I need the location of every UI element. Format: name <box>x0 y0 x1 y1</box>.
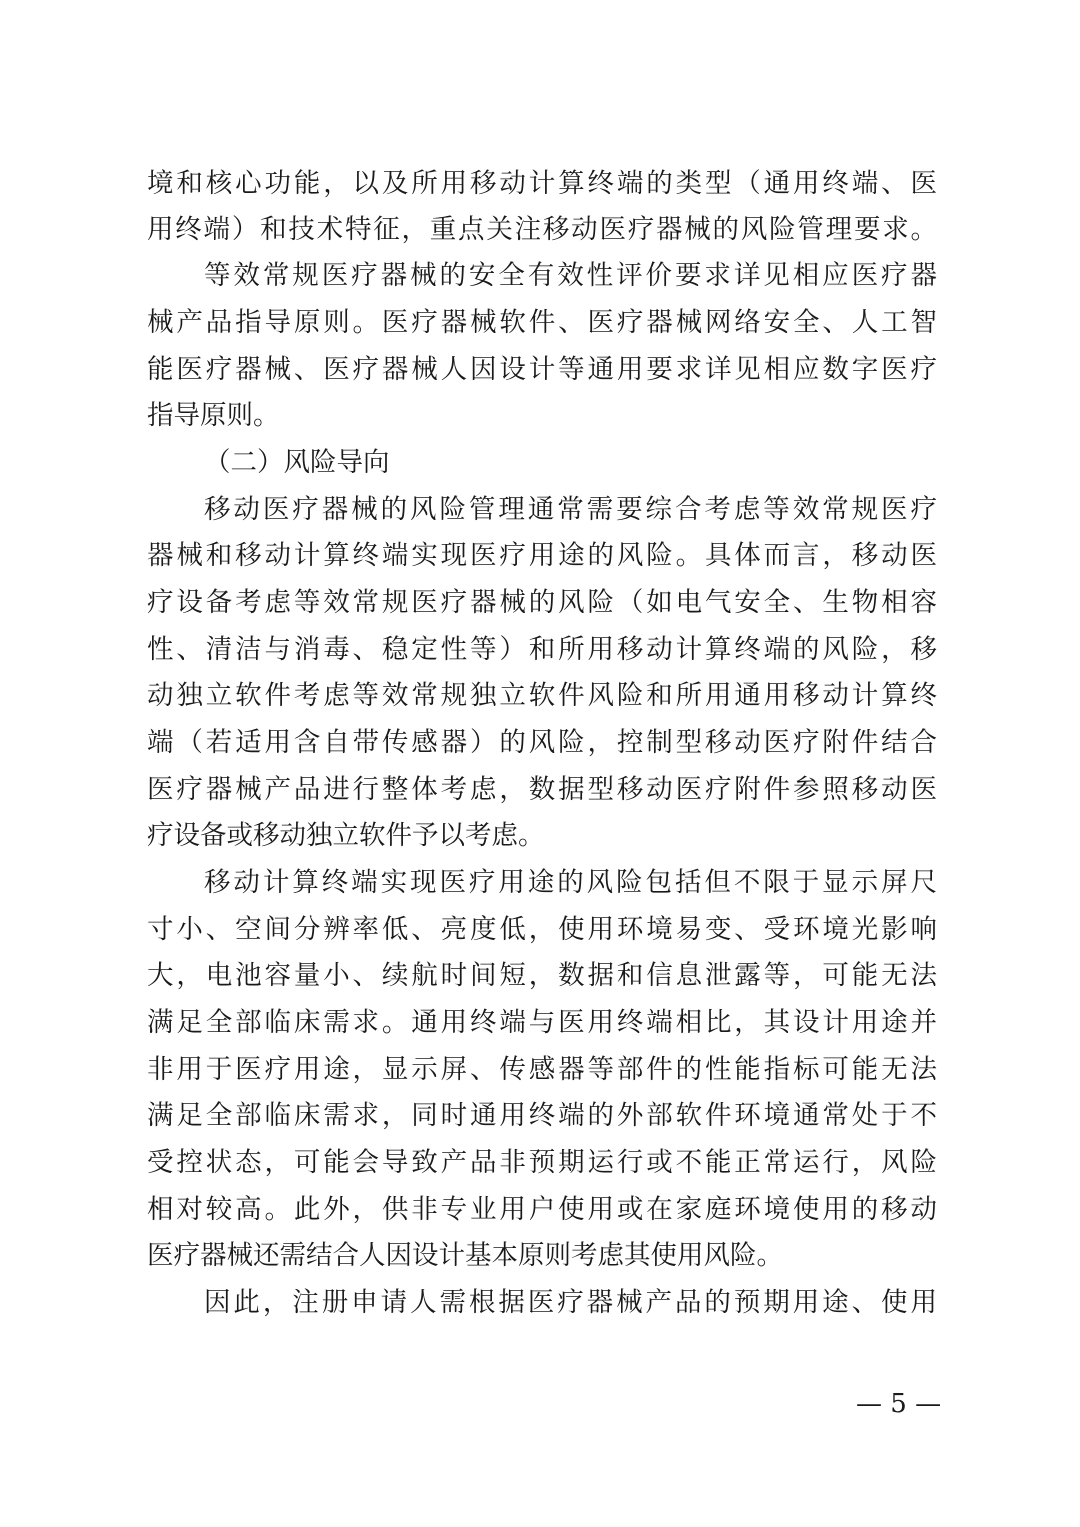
text-line: 能医疗器械、医疗器械人因设计等通用要求详见相应数字医疗 <box>147 354 937 385</box>
text-line: 相对较高。此外，供非专业用户使用或在家庭环境使用的移动 <box>147 1194 937 1225</box>
text-line: 性、清洁与消毒、稳定性等）和所用移动计算终端的风险，移 <box>147 634 937 665</box>
text-line: 移动计算终端实现医疗用途的风险包括但不限于显示屏尺 <box>204 867 937 898</box>
text-line: 器械和移动计算终端实现医疗用途的风险。具体而言，移动医 <box>147 540 937 571</box>
text-line: 等效常规医疗器械的安全有效性评价要求详见相应医疗器 <box>204 260 937 291</box>
text-line: 械产品指导原则。医疗器械软件、医疗器械网络安全、人工智 <box>147 307 937 338</box>
text-line: 医疗器械产品进行整体考虑，数据型移动医疗附件参照移动医 <box>147 774 937 805</box>
text-line: 用终端）和技术特征，重点关注移动医疗器械的风险管理要求。 <box>147 214 937 245</box>
text-line: 疗设备考虑等效常规医疗器械的风险（如电气安全、生物相容 <box>147 587 937 618</box>
text-line: 医疗器械还需结合人因设计基本原则考虑其使用风险。 <box>147 1240 783 1271</box>
text-line: 满足全部临床需求，同时通用终端的外部软件环境通常处于不 <box>147 1100 937 1131</box>
text-line: 动独立软件考虑等效常规独立软件风险和所用通用移动计算终 <box>147 680 937 711</box>
text-line: 受控状态，可能会导致产品非预期运行或不能正常运行，风险 <box>147 1147 937 1178</box>
text-line: 因此，注册申请人需根据医疗器械产品的预期用途、使用 <box>204 1287 937 1318</box>
text-line: 满足全部临床需求。通用终端与医用终端相比，其设计用途并 <box>147 1007 937 1038</box>
text-line: 端（若适用含自带传感器）的风险，控制型移动医疗附件结合 <box>147 727 937 758</box>
text-line: 疗设备或移动独立软件予以考虑。 <box>147 820 545 851</box>
text-line: 寸小、空间分辨率低、亮度低，使用环境易变、受环境光影响 <box>147 914 937 945</box>
section-heading: （二）风险导向 <box>204 447 390 478</box>
text-line: 移动医疗器械的风险管理通常需要综合考虑等效常规医疗 <box>204 494 937 525</box>
text-line: 非用于医疗用途，显示屏、传感器等部件的性能指标可能无法 <box>147 1054 937 1085</box>
page-number: — 5 — <box>856 1389 942 1419</box>
text-line: 境和核心功能，以及所用移动计算终端的类型（通用终端、医 <box>147 168 937 199</box>
text-line: 大，电池容量小、续航时间短，数据和信息泄露等，可能无法 <box>147 960 937 991</box>
text-line: 指导原则。 <box>147 400 280 431</box>
